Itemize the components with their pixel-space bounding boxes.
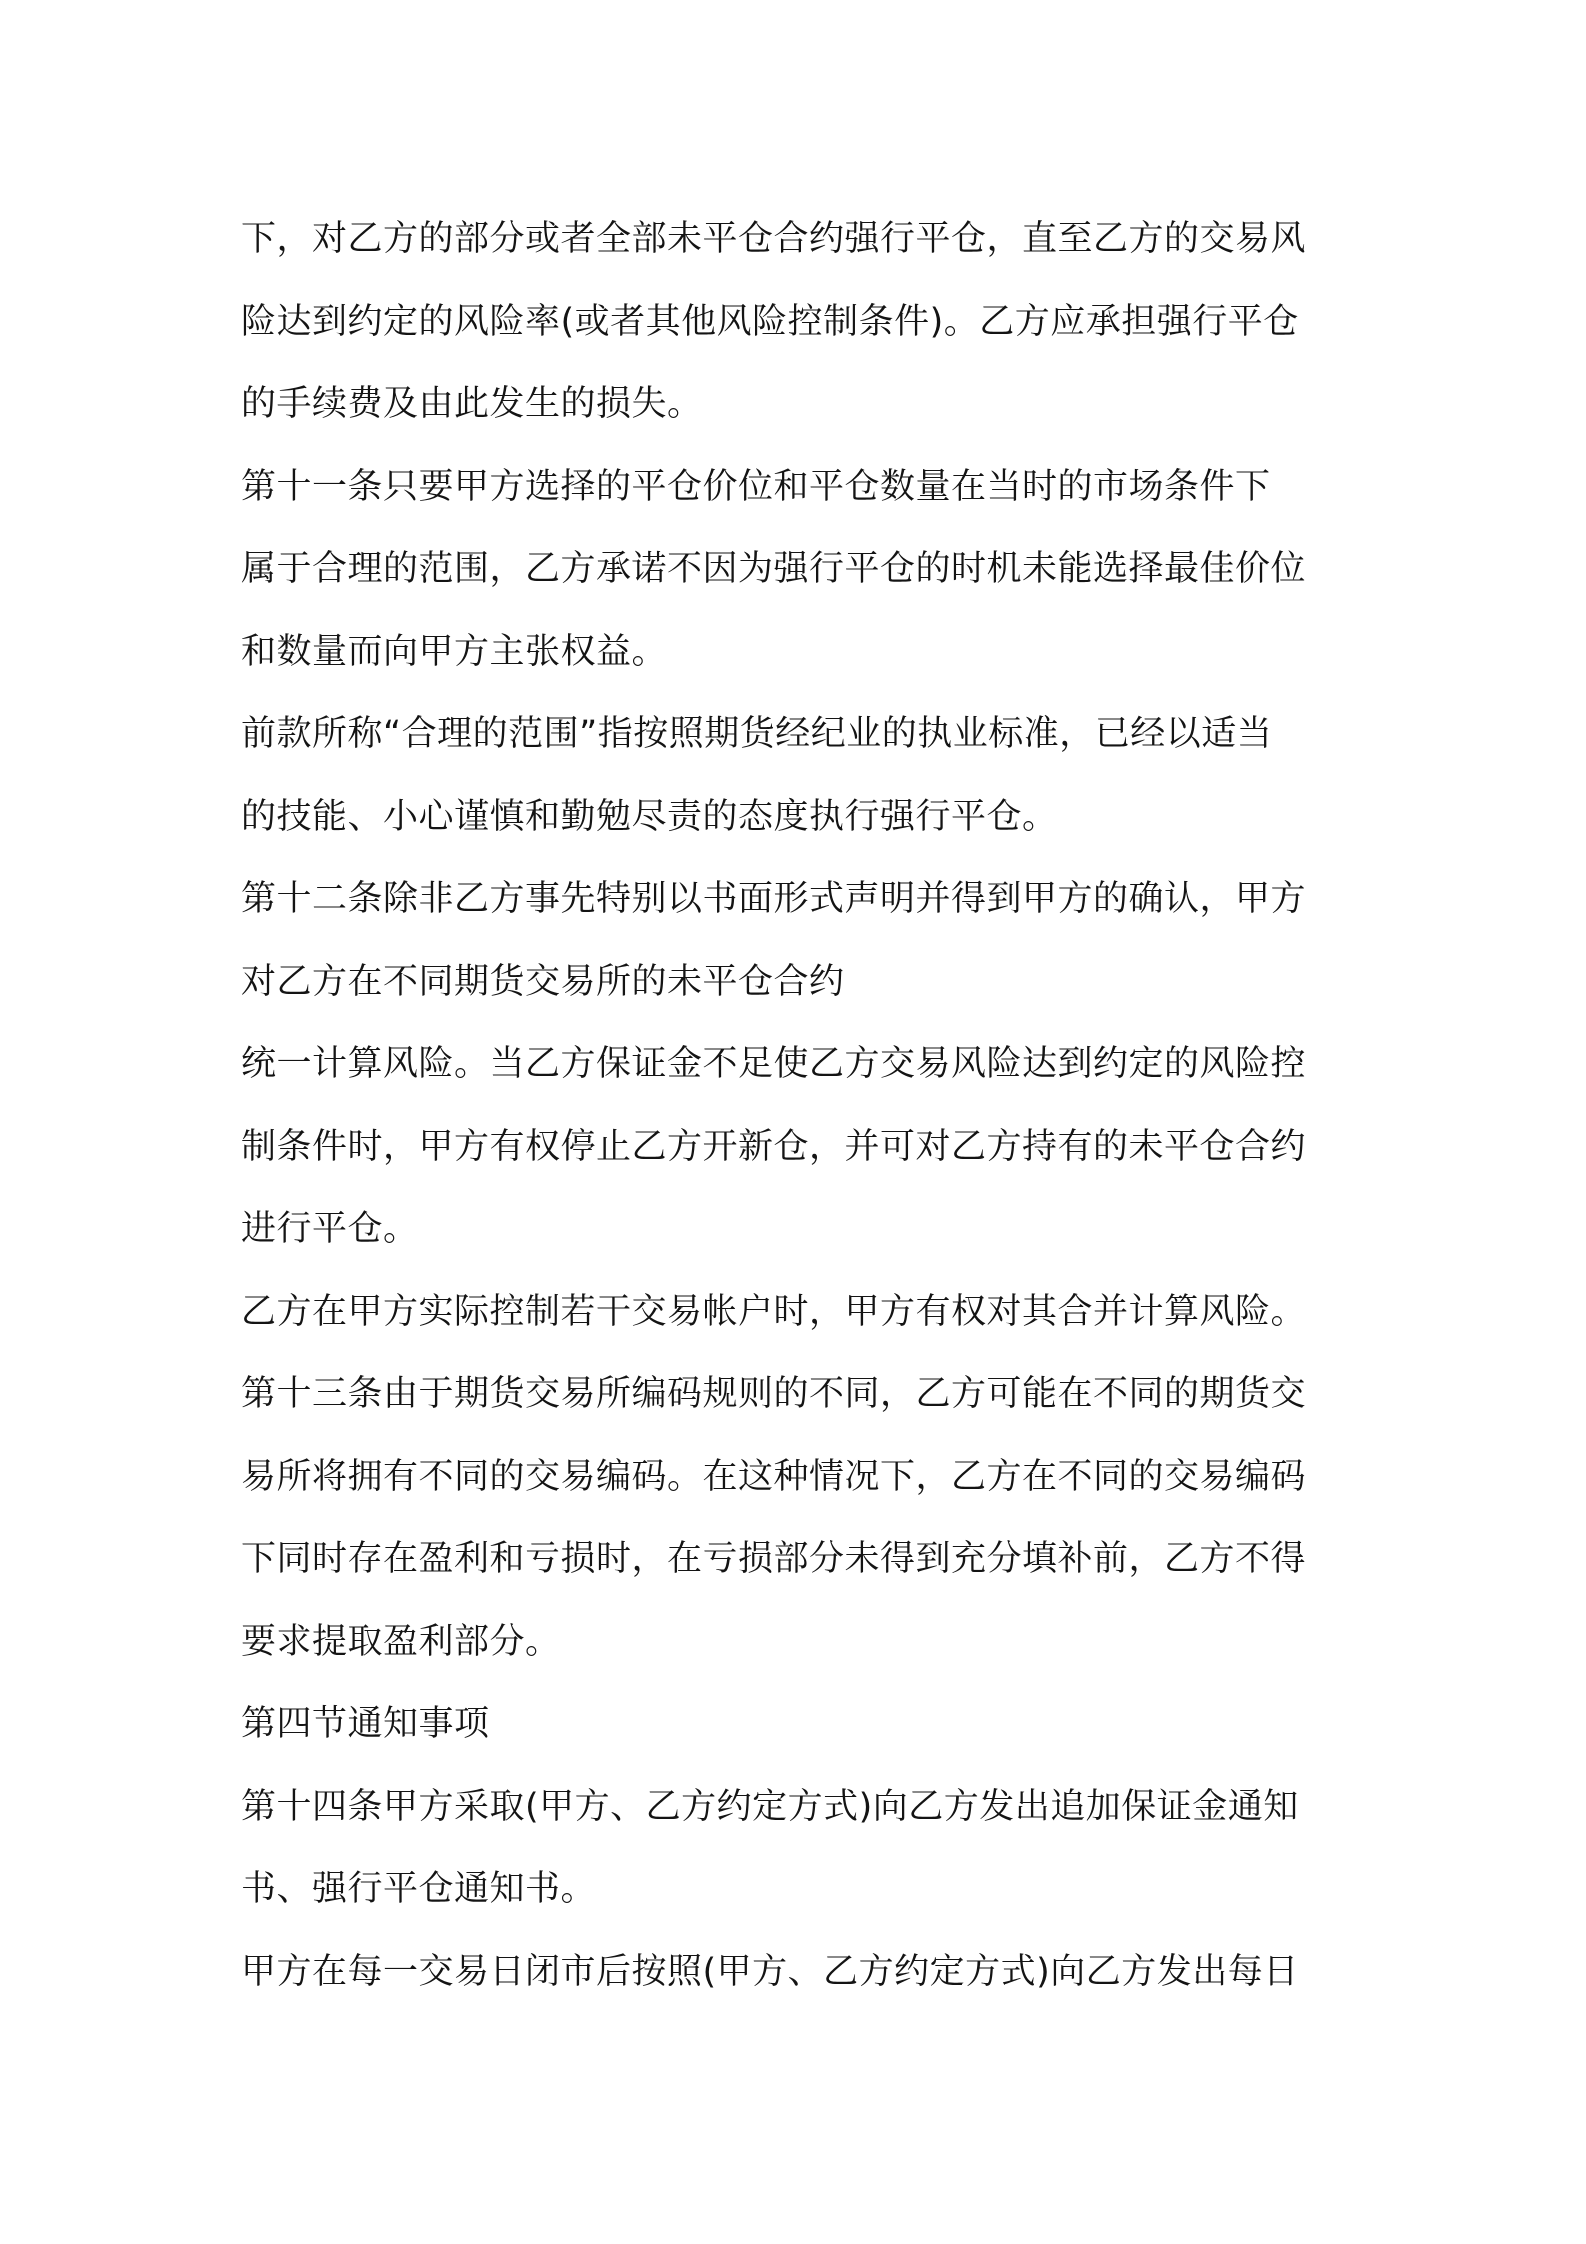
text-line: 前款所称“合理的范围”指按照期货经纪业的执业标准，已经以适当 bbox=[241, 714, 1273, 754]
text-line: 制条件时，甲方有权停止乙方开新仓，并可对乙方持有的未平仓合约 bbox=[241, 1126, 1307, 1167]
text-line: 甲方在每一交易日闭市后按照(甲方、乙方约定方式)向乙方发出每日 bbox=[241, 1951, 1299, 1992]
text-line: 和数量而向甲方主张权益。 bbox=[241, 631, 668, 672]
text-line: 第十二条除非乙方事先特别以书面形式声明并得到甲方的确认，甲方 bbox=[241, 879, 1307, 919]
text-line: 的手续费及由此发生的损失。 bbox=[241, 384, 703, 424]
text-line: 第十一条只要甲方选择的平仓价位和平仓数量在当时的市场条件下 bbox=[241, 466, 1271, 507]
text-line: 统一计算风险。当乙方保证金不足使乙方交易风险达到约定的风险控 bbox=[241, 1044, 1307, 1084]
text-line: 易所将拥有不同的交易编码。在这种情况下，乙方在不同的交易编码 bbox=[241, 1456, 1307, 1497]
text-line: 第十三条由于期货交易所编码规则的不同，乙方可能在不同的期货交 bbox=[241, 1374, 1307, 1414]
text-line: 乙方在甲方实际控制若干交易帐户时，甲方有权对其合并计算风险。 bbox=[241, 1291, 1307, 1332]
text-line: 进行平仓。 bbox=[241, 1209, 419, 1249]
text-line: 的技能、小心谨慎和勤勉尽责的态度执行强行平仓。 bbox=[241, 796, 1058, 837]
text-line: 要求提取盈利部分。 bbox=[241, 1621, 561, 1662]
text-line: 险达到约定的风险率(或者其他风险控制条件)。乙方应承担强行平仓 bbox=[241, 301, 1299, 342]
text-line: 下同时存在盈利和亏损时，在亏损部分未得到充分填补前，乙方不得 bbox=[241, 1539, 1307, 1579]
text-line: 对乙方在不同期货交易所的未平仓合约 bbox=[241, 961, 845, 1002]
document-body bbox=[241, 198, 1361, 2013]
text-line: 下，对乙方的部分或者全部未平仓合约强行平仓，直至乙方的交易风 bbox=[241, 219, 1307, 259]
text-line: 书、强行平仓通知书。 bbox=[241, 1869, 597, 1909]
section-heading: 第四节通知事项 bbox=[241, 1704, 490, 1744]
text-line: 第十四条甲方采取(甲方、乙方约定方式)向乙方发出追加保证金通知 bbox=[241, 1786, 1299, 1827]
text-line: 属于合理的范围，乙方承诺不因为强行平仓的时机未能选择最佳价位 bbox=[241, 549, 1307, 589]
